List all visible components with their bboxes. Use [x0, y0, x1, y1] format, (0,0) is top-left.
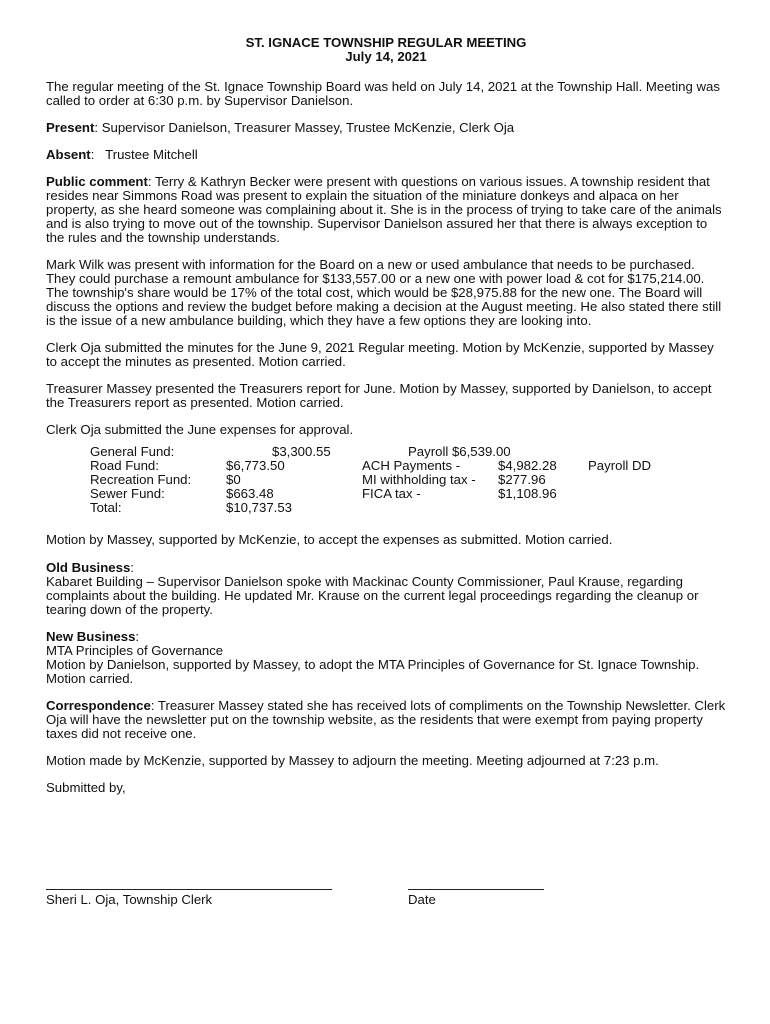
new-business-label: New Business — [46, 629, 136, 644]
present-label: Present — [46, 120, 95, 135]
new-business-item: MTA Principles of Governance — [46, 643, 224, 658]
date-label: Date — [408, 892, 436, 907]
fund-value: $10,737.53 — [226, 500, 293, 515]
new-business-section: New Business: MTA Principles of Governance Motion by Danielson, supported by Massey, to adopt the MTA Principles of Governance for St. Ignace Township. Motion carried. — [46, 629, 700, 686]
fund-value: $663.48 — [226, 486, 274, 501]
document-title: ST. IGNACE TOWNSHIP REGULAR MEETING — [245, 35, 527, 50]
absent-line: Absent: Trustee Mitchell — [46, 147, 198, 162]
correspondence-text: Treasurer Massey stated she has received lots of compliments on the Township Newsletter. Clerk Oja will have the newsletter put on the township website, as the residents that were exempt from paying property taxes did not receive one. — [46, 698, 726, 741]
date-line — [408, 889, 544, 890]
signature-line — [46, 889, 332, 890]
old-business-label: Old Business — [46, 560, 131, 575]
expenses-intro: Clerk Oja submitted the June expenses for approval. — [46, 422, 354, 437]
fund-label: Road Fund: — [90, 458, 159, 473]
payroll-dd-label: Payroll DD — [588, 458, 652, 473]
deduction-value: $4,982.28 — [498, 458, 557, 473]
fund-label: General Fund: — [90, 444, 175, 459]
deduction-value: $1,108.96 — [498, 486, 557, 501]
public-comment-label: Public comment — [46, 174, 148, 189]
signature-name: Sheri L. Oja, Township Clerk — [46, 892, 213, 907]
correspondence-paragraph: Correspondence: Treasurer Massey stated she has received lots of compliments on the Township Newsletter. Clerk Oja will have the newsletter put on the township website, as the residents that were exempt from paying property taxes did not receive one. — [46, 698, 726, 741]
public-comment-text: Terry & Kathryn Becker were present with questions on various issues. A township resident that resides near Simmons Road was present to explain the situation of the miniature donkeys and alpaca on her property, as she heard someone was complaining about it. She is in the process of trying to take care of the animals and is also trying to move out of the township. Supervisor Danielson assured her that there is always exception to the rules and the township understands. — [46, 174, 722, 245]
expenses-table — [46, 445, 726, 517]
deduction-label: ACH Payments - — [362, 458, 461, 473]
deduction-label: FICA tax - — [362, 486, 421, 501]
deduction-value: $277.96 — [498, 472, 546, 487]
expenses-motion: Motion by Massey, supported by McKenzie, to accept the expenses as submitted. Motion carried. — [46, 532, 613, 547]
deduction-label: MI withholding tax - — [362, 472, 476, 487]
old-business-text: Kabaret Building – Supervisor Danielson spoke with Mackinac County Commissioner, Paul Krause, regarding complaints about the building. He updated Mr. Krause on the current legal proceedings regarding the cleanup or tearing down of the property. — [46, 574, 699, 617]
absent-text: Trustee Mitchell — [105, 147, 198, 162]
submitted-by: Submitted by, — [46, 780, 126, 795]
correspondence-label: Correspondence — [46, 698, 151, 713]
present-text: Supervisor Danielson, Treasurer Massey, Trustee McKenzie, Clerk Oja — [101, 120, 515, 135]
document-date: July 14, 2021 — [345, 49, 427, 64]
fund-label: Sewer Fund: — [90, 486, 165, 501]
ambulance-paragraph: Mark Wilk was present with information for the Board on a new or used ambulance that needs to be purchased. They could purchase a remount ambulance for $133,557.00 or a new one with power load & cot for $175,214.00. The township's share would be 17% of the total cost, which would be $28,975.88 for the new one. The Board will discuss the options and review the budget before making a decision at the August meeting. He also stated there still is the issue of a new ambulance building, which they have a few options they are looking into. — [46, 257, 722, 328]
fund-value: $6,773.50 — [226, 458, 285, 473]
minutes-document — [46, 36, 726, 808]
fund-value: $0 — [226, 472, 241, 487]
present-line: Present: Supervisor Danielson, Treasurer Massey, Trustee McKenzie, Clerk Oja — [46, 120, 515, 135]
intro-paragraph: The regular meeting of the St. Ignace Township Board was held on July 14, 2021 at the Township Hall. Meeting was called to order at 6:30 p.m. by Supervisor Danielson. — [46, 79, 720, 108]
fund-label: Recreation Fund: — [90, 472, 192, 487]
fund-label: Total: — [90, 500, 122, 515]
payroll-total: Payroll $6,539.00 — [408, 444, 511, 459]
absent-label: Absent — [46, 147, 91, 162]
new-business-text: Motion by Danielson, supported by Massey, to adopt the MTA Principles of Governance for St. Ignace Township. Motion carried. — [46, 657, 700, 686]
minutes-paragraph: Clerk Oja submitted the minutes for the June 9, 2021 Regular meeting. Motion by McKenzie, supported by Massey to accept the minutes as presented. Motion carried. — [46, 340, 714, 369]
public-comment-paragraph: Public comment: Terry & Kathryn Becker were present with questions on various issues. A township resident that resides near Simmons Road was present to explain the situation of the miniature donkeys and alpaca on her property, as she heard someone was complaining about it. She is in the process of trying to take care of the animals and is also trying to move out of the township. Supervisor Danielson assured her that there is always exception to the rules and the township understands. — [46, 174, 722, 245]
fund-value: $3,300.55 — [272, 444, 331, 459]
treasurer-paragraph: Treasurer Massey presented the Treasurers report for June. Motion by Massey, supported by Danielson, to accept the Treasurers report as presented. Motion carried. — [46, 381, 712, 410]
old-business-section: Old Business: Kabaret Building – Supervisor Danielson spoke with Mackinac County Commissioner, Paul Krause, regarding complaints about the building. He updated Mr. Krause on the current legal proceedings regarding the cleanup or tearing down of the property. — [46, 560, 699, 617]
adjourn-paragraph: Motion made by McKenzie, supported by Massey to adjourn the meeting. Meeting adjourned at 7:23 p.m. — [46, 753, 659, 768]
